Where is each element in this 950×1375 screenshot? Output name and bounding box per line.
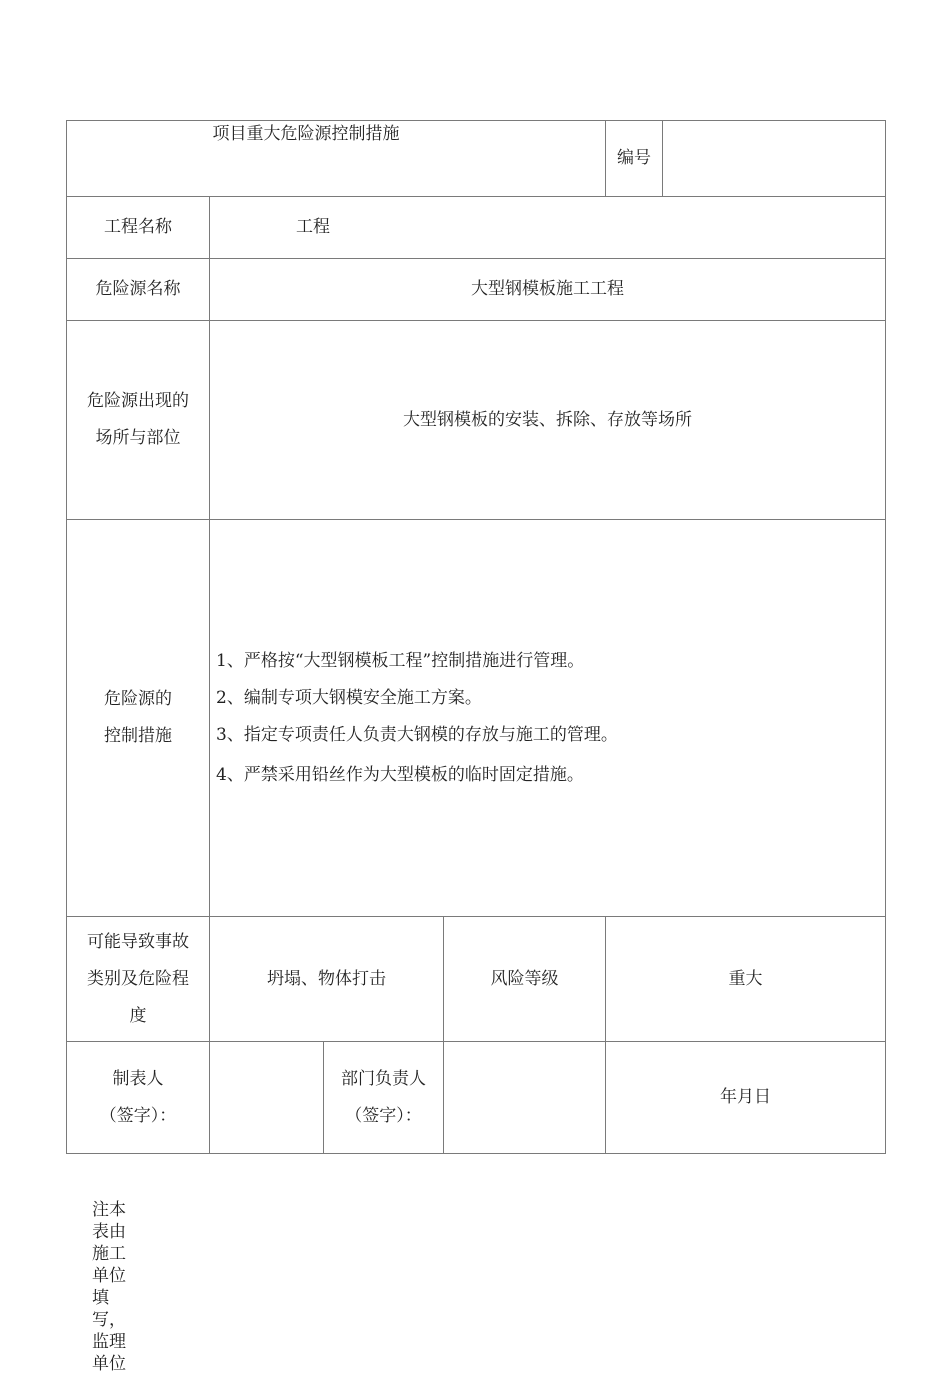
project-name-label: 工程名称: [67, 197, 210, 259]
footnote: 注本表由施工单位填写，监理单位: [92, 1200, 126, 1374]
dept-signature-field[interactable]: [444, 1042, 606, 1154]
location-value: 大型钢模板的安装、拆除、存放等场所: [210, 321, 886, 520]
accident-value: 坍塌、物体打击: [210, 917, 444, 1042]
accident-label-line-3: 度: [129, 1005, 147, 1026]
risk-label: 风险等级: [444, 917, 606, 1042]
preparer-label-line-1: 制表人: [112, 1068, 164, 1089]
number-label: 编号: [606, 121, 663, 197]
date-label: 年月日: [606, 1042, 886, 1154]
project-name-value: 工程: [210, 197, 886, 259]
location-label-line-1: 危险源出现的: [87, 391, 189, 411]
measure-item: 2、编制专项大钢模安全施工方案。: [216, 687, 482, 708]
location-label-cell: [67, 321, 210, 520]
accident-label-line-1: 可能导致事故: [87, 931, 189, 952]
hazard-name-value: 大型钢模板施工工程: [210, 259, 886, 321]
risk-value: 重大: [606, 917, 886, 1042]
accident-label-line-2: 类别及危险程: [87, 968, 189, 989]
preparer-signature-field[interactable]: [210, 1042, 324, 1154]
form-title-cell: [67, 121, 606, 197]
accident-label-cell: [67, 917, 210, 1042]
control-label-cell: [67, 520, 210, 917]
preparer-label-line-2: （签字）：: [99, 1105, 177, 1126]
preparer-label-cell: [67, 1042, 210, 1154]
dept-label-line-2: （签字）：: [345, 1105, 422, 1126]
measure-item: 1、严格按“大型钢模板工程”控制措施进行管理。: [216, 650, 585, 671]
dept-label-line-1: 部门负责人: [341, 1068, 426, 1089]
measure-item: 4、严禁采用铅丝作为大型模板的临时固定措施。: [216, 764, 584, 785]
control-label-line-1: 危险源的: [104, 689, 172, 709]
number-value-field[interactable]: [663, 121, 886, 197]
form-title: 项目重大危险源控制措施: [212, 124, 400, 144]
control-measures-cell: [210, 520, 886, 917]
dept-label-cell: [324, 1042, 444, 1154]
hazard-name-label: 危险源名称: [67, 259, 210, 321]
measure-item: 3、指定专项责任人负责大钢模的存放与施工的管理。: [216, 724, 618, 745]
location-label-line-2: 场所与部位: [95, 428, 181, 448]
hazard-control-form: [66, 120, 886, 1154]
control-label-line-2: 控制措施: [104, 726, 172, 746]
